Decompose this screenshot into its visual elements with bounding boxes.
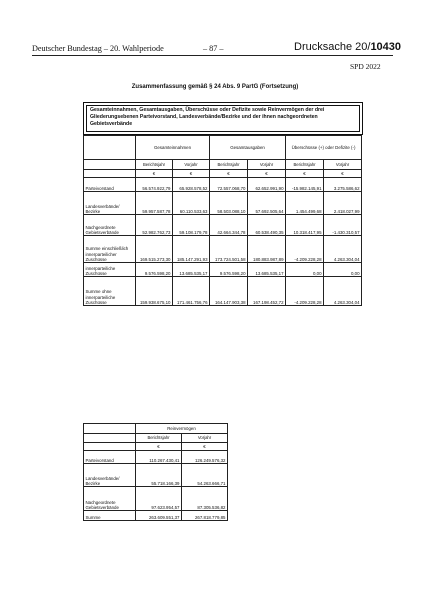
value-cell: 59.957.587,78 [136, 192, 173, 215]
value-cell: 0,00 [286, 263, 324, 277]
sub-header: Berichtsjahr [136, 160, 173, 170]
sub-header: Vorjahr [173, 160, 210, 170]
value-cell: 0,00 [324, 263, 362, 277]
unit-cell: € [136, 170, 173, 178]
value-cell: 9.576.598,20 [136, 263, 173, 277]
document-number [294, 41, 401, 53]
value-cell: 2.418.027,99 [324, 192, 362, 215]
value-cell: 169.515.273,30 [136, 236, 173, 263]
sub-header: Berichtsjahr [286, 160, 324, 170]
unit-cell: € [182, 443, 228, 451]
value-cell: 110.267.430,41 [136, 451, 182, 464]
value-cell: 4.263.304,04 [324, 277, 362, 306]
value-cell: 126.249.576,32 [182, 451, 228, 464]
header-rule [32, 55, 393, 56]
table-row [84, 487, 228, 511]
summary-table [83, 135, 362, 306]
value-cell: 60.110.533,63 [173, 192, 210, 215]
row-label: Summe ohne innerparteiliche Zuschüsse [84, 277, 136, 306]
row-label: Nachgeordnete Gebietsverbände [84, 487, 136, 511]
page-number: – 87 – [203, 44, 224, 53]
section-title: Zusammenfassung gemäß § 24 Abs. 9 PartG (Fortsetzung) [131, 84, 299, 90]
table-row [84, 464, 228, 487]
table-unit-row [84, 170, 362, 178]
table-corner-cell [84, 136, 136, 160]
value-cell: 54.263.666,71 [182, 464, 228, 487]
value-cell: 173.724.501,58 [210, 236, 248, 263]
document-number-prefix: Drucksache 20/ [294, 41, 371, 53]
sub-header: Berichtsjahr [136, 434, 182, 443]
table-row [84, 277, 362, 306]
group-header-net-assets: Reinvermögen [136, 424, 228, 434]
value-cell: 58.503.088,10 [210, 192, 248, 215]
table-row [84, 263, 362, 277]
table-empty-cell [84, 443, 136, 451]
table-row [84, 236, 362, 263]
sub-header: Vorjahr [248, 160, 286, 170]
party-label: SPD 2022 [350, 62, 381, 71]
value-cell: 267.818.779,85 [182, 511, 228, 521]
row-label: Landesverbände/ Bezirke [84, 464, 136, 487]
value-cell: -4.209.228,28 [286, 236, 324, 263]
group-header-income: Gesamteinnahmen [136, 136, 210, 160]
net-assets-table [83, 423, 228, 521]
table-empty-cell [84, 170, 136, 178]
table-sub-header-row [84, 434, 228, 443]
table-row [84, 178, 362, 192]
table-empty-cell [84, 160, 136, 170]
table-row [84, 451, 228, 464]
row-label: Summe einschließlich innerparteilicher Zuschüsse [84, 236, 136, 263]
unit-cell: € [136, 443, 182, 451]
unit-cell: € [286, 170, 324, 178]
table-empty-cell [84, 434, 136, 443]
row-label: Nachgeordnete Gebietsverbände [84, 215, 136, 236]
row-label: Landesverbände/ Bezirke [84, 192, 136, 215]
unit-cell: € [210, 170, 248, 178]
value-cell: 9.576.598,20 [210, 263, 248, 277]
description-box [83, 102, 363, 135]
table-row [84, 215, 362, 236]
value-cell: -15.982.145,91 [286, 178, 324, 192]
value-cell: 10.318.417,95 [286, 215, 324, 236]
sub-header: Berichtsjahr [210, 160, 248, 170]
unit-cell: € [248, 170, 286, 178]
group-header-surplus: Überschüsse (+) oder Defizite (-) [286, 136, 362, 160]
description-text: Gesamteinnahmen, Gesamtausgaben, Überschüsse oder Defizite sowie Reinvermögen der drei Gliederungsebenen Parteivorstand, Landesverbände/Bezirke und der ihnen nachgeordneten Gebietsverbände [90, 107, 325, 128]
table-sub-header-row [84, 160, 362, 170]
sub-header: Vorjahr [182, 434, 228, 443]
unit-cell: € [173, 170, 210, 178]
row-label: Parteivorstand [84, 451, 136, 464]
value-cell: 3.275.586,62 [324, 178, 362, 192]
row-label: Summe [84, 511, 136, 521]
value-cell: 185.147.291,93 [173, 236, 210, 263]
value-cell: 4.263.304,04 [324, 236, 362, 263]
page-header-left: Deutscher Bundestag – 20. Wahlperiode [32, 44, 164, 53]
group-header-expenses: Gesamtausgaben [210, 136, 286, 160]
value-cell: 97.623.954,57 [136, 487, 182, 511]
value-cell: 87.305.536,82 [182, 487, 228, 511]
value-cell: 164.147.903,38 [210, 277, 248, 306]
value-cell: 171.461.756,76 [173, 277, 210, 306]
value-cell: 72.557.068,70 [210, 178, 248, 192]
value-cell: 59.108.179,78 [173, 215, 210, 236]
value-cell: 55.718.166,39 [136, 464, 182, 487]
table-row [84, 511, 228, 521]
unit-cell: € [324, 170, 362, 178]
table-row [84, 192, 362, 215]
value-cell: 13.685.535,17 [248, 263, 286, 277]
sub-header: Vorjahr [324, 160, 362, 170]
value-cell: 263.609.551,37 [136, 511, 182, 521]
table-group-header-row [84, 136, 362, 160]
value-cell: 56.574.922,79 [136, 178, 173, 192]
value-cell: 167.198.452,72 [248, 277, 286, 306]
value-cell: 62.652.991,90 [248, 178, 286, 192]
value-cell: 52.982.762,73 [136, 215, 173, 236]
value-cell: -4.209.228,28 [286, 277, 324, 306]
table-corner-cell [84, 424, 136, 434]
value-cell: 1.454.499,68 [286, 192, 324, 215]
value-cell: 60.538.490,35 [248, 215, 286, 236]
value-cell: 180.883.987,89 [248, 236, 286, 263]
row-label: Parteivorstand [84, 178, 136, 192]
value-cell: 57.692.505,64 [248, 192, 286, 215]
row-label: innerparteiliche Zuschüsse [84, 263, 136, 277]
value-cell: 65.928.578,52 [173, 178, 210, 192]
value-cell: -1.430.310,57 [324, 215, 362, 236]
document-number-value: 10430 [370, 41, 402, 53]
value-cell: 159.938.675,10 [136, 277, 173, 306]
description-box-inner [86, 105, 360, 132]
table-group-header-row [84, 424, 228, 434]
value-cell: 13.685.535,17 [173, 263, 210, 277]
table-unit-row [84, 443, 228, 451]
value-cell: 42.664.344,78 [210, 215, 248, 236]
